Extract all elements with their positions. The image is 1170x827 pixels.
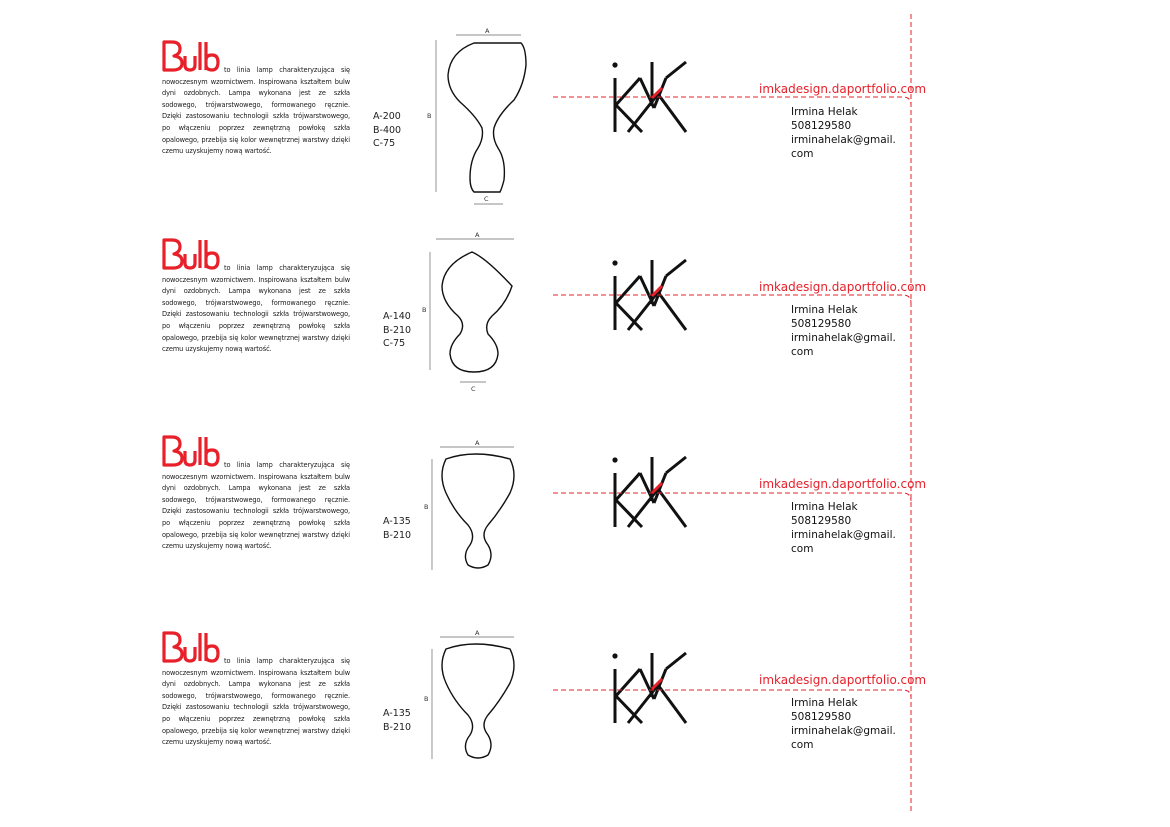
contact-name: Irmina Helak [791,304,858,316]
contact-block [791,696,896,752]
dimension-b-label: B [424,503,429,511]
contact-name: Irmina Helak [791,106,858,118]
portfolio-url[interactable]: imkadesign.daportfolio.com [759,82,927,96]
dimensions-list [373,110,423,151]
contact-email-domain: com [791,543,814,555]
lamp-technical-drawing [426,621,556,821]
lamp-technical-drawing [426,27,556,230]
contact-email-domain: com [791,346,814,358]
lamp-outline [442,644,514,758]
dimension-a-label: A [475,231,480,239]
contact-email[interactable]: irminahelak@gmail. [791,725,896,737]
contact-phone: 508129580 [791,120,852,132]
dimension-a: A-140 [383,311,411,322]
imka-monogram [606,256,690,336]
contact-name: Irmina Helak [791,501,858,513]
lamp-card-1 [0,27,1170,234]
contact-email[interactable]: irminahelak@gmail. [791,332,896,344]
lamp-card-3 [0,433,1170,629]
dimension-a-label: A [475,629,480,637]
portfolio-url[interactable]: imkadesign.daportfolio.com [759,477,927,491]
contact-phone: 508129580 [791,711,852,723]
lamp-description: to linia lamp charakteryzująca się nowoczesnym wzornictwem. Inspirowana kształtem bulw dyni ozdobnych. Lampa wykonana jest ze szkła sodowego, trójwarstwowego, formowanego ręcznie. Dzięki zastosowaniu technologii szkła trójwarstwowego, po włączeniu poprzez zewnętrzną powłokę szkła opalowego, przebija się kolor wewnętrznej warstwy dzięki czemu uzyskujemy nową wartość. [162,657,350,747]
dimension-a: A-135 [383,516,411,527]
contact-block [791,303,896,359]
contact-phone: 508129580 [791,515,852,527]
dimension-b: B-400 [373,124,402,136]
dimension-c: C-75 [383,338,406,349]
dimension-b: B-210 [383,721,412,733]
lamp-outline [442,252,512,372]
dimension-a-label: A [475,439,480,447]
contact-email[interactable]: irminahelak@gmail. [791,134,896,146]
contact-email-domain: com [791,739,814,751]
imka-monogram [606,58,690,138]
lamp-outline [448,43,526,192]
dimension-a: A-135 [383,708,411,719]
dimension-c-label: C [484,195,489,203]
dimension-b: B-210 [383,529,412,541]
contact-block [791,500,896,556]
dimension-b-label: B [424,695,429,703]
portfolio-url[interactable]: imkadesign.daportfolio.com [759,280,927,294]
imka-monogram [606,649,690,729]
dimension-c-label: C [471,385,476,393]
lamp-description: to linia lamp charakteryzująca się nowoczesnym wzornictwem. Inspirowana kształtem bulw dyni ozdobnych. Lampa wykonana jest ze szkła sodowego, trójwarstwowego, formowanego ręcznie. Dzięki zastosowaniu technologii szkła trójwarstwowego, po włączeniu poprzez zewnętrzną powłokę szkła opalowego, przebija się kolor wewnętrznej warstwy dzięki czemu uzyskujemy nową wartość. [162,264,350,354]
lamp-card-2 [0,231,1170,432]
portfolio-url[interactable]: imkadesign.daportfolio.com [759,673,927,687]
lamp-description: to linia lamp charakteryzująca się nowoczesnym wzornictwem. Inspirowana kształtem bulw dyni ozdobnych. Lampa wykonana jest ze szkła sodowego, trójwarstwowego, formowanego ręcznie. Dzięki zastosowaniu technologii szkła trójwarstwowego, po włączeniu poprzez zewnętrzną powłokę szkła opalowego, przebija się kolor wewnętrznej warstwy dzięki czemu uzyskujemy nową wartość. [162,66,350,156]
contact-name: Irmina Helak [791,697,858,709]
dimension-b: B-210 [383,324,412,336]
contact-phone: 508129580 [791,318,852,330]
contact-email[interactable]: irminahelak@gmail. [791,529,896,541]
dimension-a-label: A [485,27,490,35]
lamp-technical-drawing [426,425,556,625]
lamp-description: to linia lamp charakteryzująca się nowoczesnym wzornictwem. Inspirowana kształtem bulw dyni ozdobnych. Lampa wykonana jest ze szkła sodowego, trójwarstwowego, formowanego ręcznie. Dzięki zastosowaniu technologii szkła trójwarstwowego, po włączeniu poprzez zewnętrzną powłokę szkła opalowego, przebija się kolor wewnętrznej warstwy dzięki czemu uzyskujemy nową wartość. [162,461,350,551]
dimension-b-label: B [422,306,427,314]
lamp-outline [442,454,514,568]
imka-monogram [606,453,690,533]
lamp-technical-drawing [422,228,556,428]
lamp-card-4 [0,629,1170,825]
contact-email-domain: com [791,148,814,160]
dimension-a: A-200 [373,111,401,122]
contact-block [791,105,896,161]
dimension-c: C-75 [373,138,396,149]
dimension-b-label: B [427,112,432,120]
